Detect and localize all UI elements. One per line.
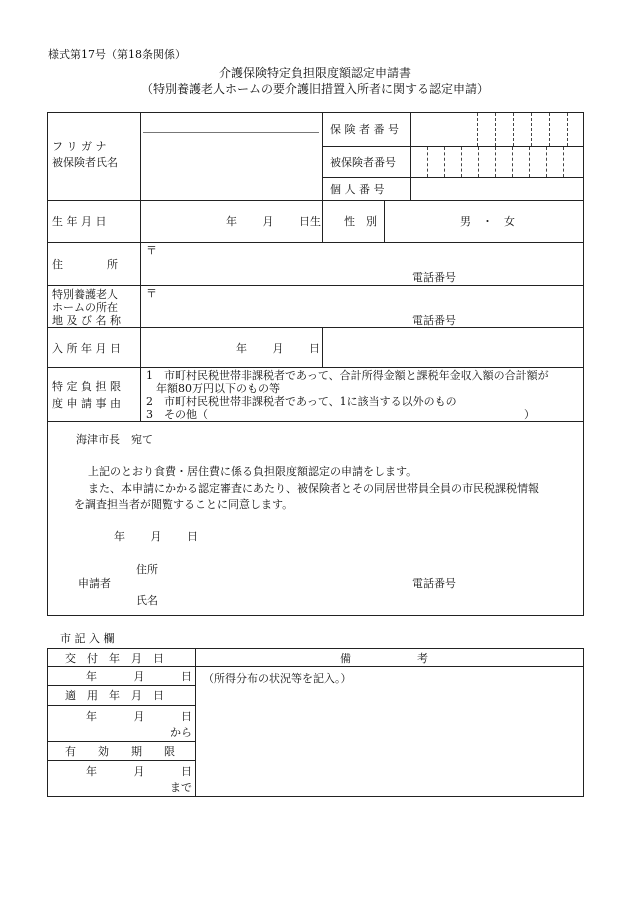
reason-1-line-1[interactable]: 1 市町村民税世帯非課税者であって、合計所得金額と課税年金収入額の合計額が [146,369,549,382]
digit-divider [512,147,513,177]
reason-2[interactable]: 2 市町村民税世帯非課税者であって、1に該当する以外のもの [146,395,457,408]
address-label: 住 所 [52,258,118,271]
declaration-paragraph-2-line-2: を調査担当者が閲覧することに同意します。 [74,498,294,511]
admission-label: 入 所 年 月 日 [52,342,121,355]
issue-date-label: 交 付 年 月 日 [65,652,164,665]
digit-divider [495,147,496,177]
apply-from-label: から [170,726,192,739]
form-title: 介護保険特定負担限度額認定申請書 [218,66,411,80]
valid-until-label: まで [170,781,192,794]
declaration-paragraph-1: 上記のとおり食費・居住費に係る負担限度額認定の申請をします。 [88,465,418,478]
row-line [47,285,584,286]
row-line [322,177,584,178]
applicant-address-label: 住所 [136,563,158,576]
row-line [47,685,195,686]
valid-period-label: 有 効 期 限 [65,745,175,758]
row-line [47,327,584,328]
special-reason-label-1: 特 定 負 担 限 [52,380,121,393]
digit-divider [549,113,550,146]
row-line [47,200,584,201]
application-date-field[interactable]: 年 月 日 [114,530,198,543]
row-line [322,146,584,147]
special-reason-label-2: 度 申 請 事 由 [52,397,121,410]
insurer-number-label: 保 険 者 番 号 [330,123,399,136]
sex-options[interactable]: 男 ・ 女 [460,215,515,228]
addressee: 海津市長 宛て [76,433,153,446]
digit-divider [567,113,568,146]
admission-divider [322,327,323,367]
apply-date-field[interactable]: 年 月 日 [86,710,192,723]
sex-label: 性 別 [344,215,377,228]
row-line [47,421,584,422]
digit-divider [427,147,428,177]
row-line [47,666,584,667]
address-phone-label: 電話番号 [412,271,456,284]
digit-divider [444,147,445,177]
office-column-divider [195,648,196,797]
declaration-paragraph-2-line-1: また、本申請にかかる認定審査にあたり、被保険者とその同居世帯員全員の市民税課税情報 [88,482,539,495]
digit-divider [529,147,530,177]
remarks-note[interactable]: （所得分布の状況等を記入。） [203,672,352,685]
office-section-title: 市 記 入 欄 [60,632,115,645]
label-column-divider [140,112,141,421]
applicant-name-label: 氏名 [136,594,158,607]
birth-date-field[interactable]: 年 月 日生 [226,215,321,228]
insured-number-label: 被保険者番号 [330,156,396,169]
facility-postal-mark: 〒 [146,287,157,300]
form-subtitle: （特別養護老人ホームの要介護旧措置入所者に関する認定申請） [140,82,489,96]
applicant-label: 申請者 [78,577,111,590]
digit-divider [546,147,547,177]
insured-name-label: 被保険者氏名 [52,156,118,169]
facility-label-2: ホームの所在 [52,301,118,314]
form-number: 様式第17号（第18条関係） [48,48,186,61]
digit-divider [495,113,496,146]
row-line [47,242,584,243]
personal-number-label: 個 人 番 号 [330,183,385,196]
digit-divider [478,147,479,177]
sex-divider [384,200,385,242]
facility-label-3: 地 及 び 名 称 [52,314,121,327]
facility-phone-label: 電話番号 [412,314,456,327]
facility-label-1: 特別養護老人 [52,288,118,301]
apply-date-label: 適 用 年 月 日 [65,689,164,702]
right-label-right-divider [410,112,411,200]
digit-divider [563,147,564,177]
reason-3[interactable]: 3 その他（ [146,408,208,421]
digit-divider [461,147,462,177]
furigana-separator [143,132,319,133]
digit-divider [513,113,514,146]
issue-date-field[interactable]: 年 月 日 [86,670,192,683]
row-line [47,705,195,706]
birth-label: 生 年 月 日 [52,215,107,228]
row-line [47,741,195,742]
applicant-phone-label: 電話番号 [412,577,456,590]
reason-3-close: ） [524,408,535,421]
valid-period-field[interactable]: 年 月 日 [86,765,192,778]
row-line [47,760,195,761]
admission-date-field[interactable]: 年 月 日 [236,342,320,355]
digit-divider [531,113,532,146]
reason-1-line-2: 年額80万円以下のもの等 [156,382,280,395]
furigana-label: フ リ ガ ナ [52,140,107,153]
digit-divider [477,113,478,146]
remarks-label: 備 考 [340,652,428,665]
row-line [47,367,584,368]
address-postal-mark: 〒 [146,244,157,257]
